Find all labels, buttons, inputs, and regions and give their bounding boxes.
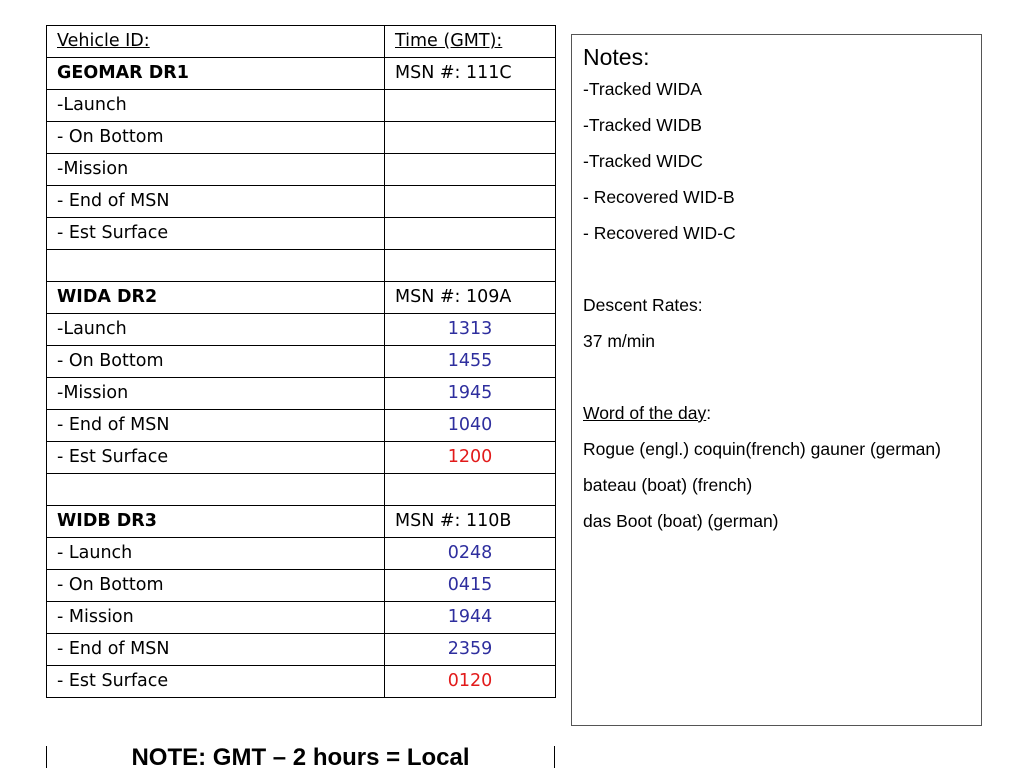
event-row [47,378,556,410]
note-line: - Recovered WID-B [583,187,735,207]
note-line: -Tracked WIDA [583,79,702,99]
event-label: - End of MSN [47,410,385,442]
event-row [47,442,556,474]
time-gmt-header: Time (GMT): [385,26,556,58]
event-time [385,90,556,122]
event-label: - Launch [47,538,385,570]
event-time: 1945 [385,378,556,410]
event-time: 0248 [385,538,556,570]
event-time [385,218,556,250]
note-line: - Recovered WID-C [583,223,736,243]
note-line: -Tracked WIDB [583,115,702,135]
vehicle-name: WIDA DR2 [47,282,385,314]
word-line: das Boot (boat) (german) [583,511,779,531]
note-line: -Tracked WIDC [583,151,703,171]
vehicle-row [47,506,556,538]
empty-cell [47,474,385,506]
event-time: 0415 [385,570,556,602]
event-row [47,186,556,218]
word-of-day-label: Word of the day [583,403,707,423]
vehicle-id-header: Vehicle ID: [47,26,385,58]
event-time: 0120 [385,666,556,698]
event-row [47,410,556,442]
event-label: - Mission [47,602,385,634]
gmt-offset-note: NOTE: GMT – 2 hours = Local [46,746,555,768]
notes-panel [571,34,982,726]
table-header-row [47,26,556,58]
event-label: -Launch [47,314,385,346]
descent-rates-label: Descent Rates: [583,295,703,315]
vehicle-log-table [46,25,556,698]
vehicle-name: GEOMAR DR1 [47,58,385,90]
word-line: Rogue (engl.) coquin(french) gauner (german) [583,439,941,459]
spacer [583,367,971,388]
mission-number: MSN #: 109A [385,282,556,314]
event-time [385,186,556,218]
event-row [47,570,556,602]
event-row [47,90,556,122]
mission-number: MSN #: 110B [385,506,556,538]
event-label: - End of MSN [47,634,385,666]
event-time: 1200 [385,442,556,474]
event-time [385,122,556,154]
event-row [47,634,556,666]
vehicle-name: WIDB DR3 [47,506,385,538]
empty-cell [47,250,385,282]
event-label: - On Bottom [47,570,385,602]
event-row [47,154,556,186]
event-row [47,666,556,698]
event-label: -Mission [47,378,385,410]
event-label: -Mission [47,154,385,186]
event-label: - On Bottom [47,122,385,154]
event-row [47,122,556,154]
mission-number: MSN #: 111C [385,58,556,90]
vehicle-row [47,282,556,314]
event-label: - End of MSN [47,186,385,218]
spacer [583,259,971,280]
descent-rates-value: 37 m/min [583,331,655,351]
word-line: bateau (boat) (french) [583,475,753,495]
event-time: 1455 [385,346,556,378]
spacer-row [47,474,556,506]
event-row [47,346,556,378]
event-time: 1944 [385,602,556,634]
vehicle-row [47,58,556,90]
event-row [47,602,556,634]
event-label: -Launch [47,90,385,122]
event-time: 1313 [385,314,556,346]
event-label: - Est Surface [47,666,385,698]
event-label: - Est Surface [47,218,385,250]
event-row [47,218,556,250]
word-of-day-heading [583,403,971,424]
event-row [47,314,556,346]
event-row [47,538,556,570]
empty-cell [385,474,556,506]
word-of-day-colon: : [706,403,712,423]
empty-cell [385,250,556,282]
event-time: 1040 [385,410,556,442]
notes-title: Notes: [583,44,650,70]
spacer-row [47,250,556,282]
event-time: 2359 [385,634,556,666]
event-time [385,154,556,186]
event-label: - On Bottom [47,346,385,378]
event-label: - Est Surface [47,442,385,474]
